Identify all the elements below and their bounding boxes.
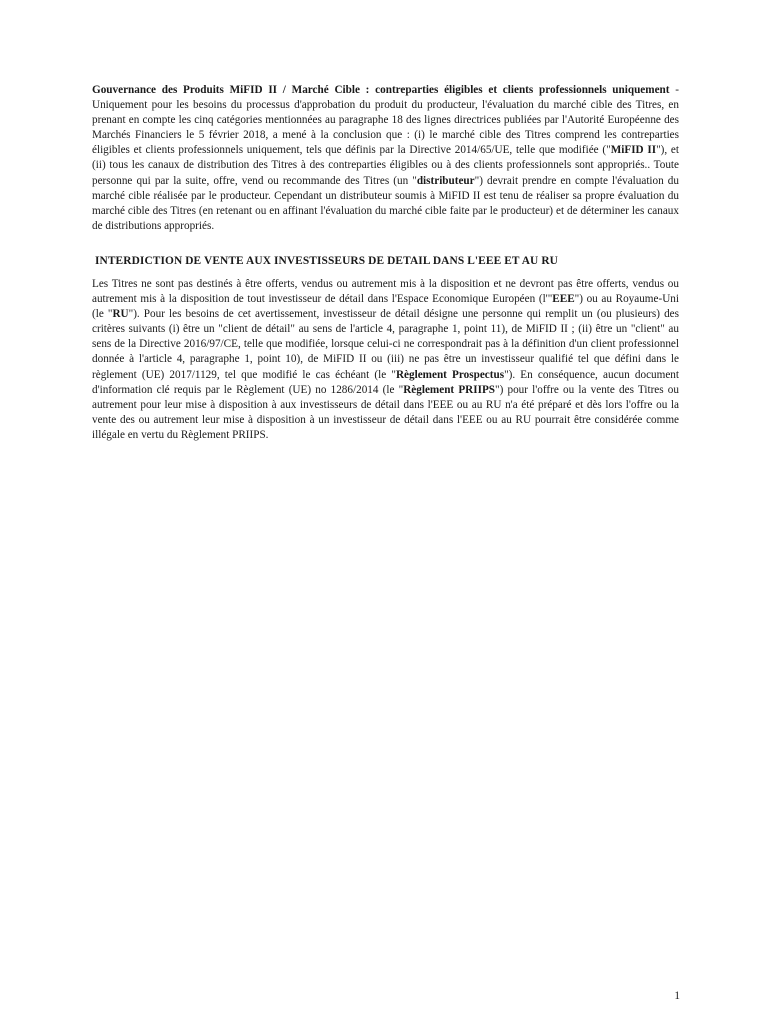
mifid-governance-paragraph bbox=[92, 83, 679, 234]
paragraph-text: - Uniquement pour les besoins du processus d'approbation du produit du producteur, l'évaluation du marché cible des Titres, en prenant en compte les cinq catégories mentionnées au paragraphe 18 des lignes directrices publiées par l'Autorité Européenne des Marchés Financiers le 5 février 2018, a mené à la conclusion que : (i) le marché cible des Titres comprend les contreparties éligibles et clients professionnels uniquement, tels que définis par la Directive 2014/65/UE, telle que modifiée (" bbox=[92, 84, 679, 157]
paragraph-text: Les Titres ne sont pas destinés à être offerts, vendus ou autrement mis à la disposition et ne devront pas être offerts, vendus ou autrement mis à la disposition de tout investisseur de détail dans l'Espace Economique Européen (l'" bbox=[92, 277, 679, 306]
defined-term-prospectus: Règlement Prospectus bbox=[395, 368, 505, 381]
defined-term-distributeur: distributeur bbox=[416, 174, 475, 187]
defined-term-ru: RU bbox=[112, 308, 129, 321]
paragraph-text: ") devrait prendre en compte l'évaluation du marché cible réalisée par le producteur. Cependant un distributeur soumis à MiFID II est tenu de réaliser sa propre évaluation du marché cible des Titres (en retenant ou en affinant l'évaluation du marché cible faite par le producteur) et de déterminer les canaux de distributions appropriés. bbox=[92, 174, 679, 232]
defined-term-eee: EEE bbox=[552, 293, 575, 306]
mifid-governance-title: Gouvernance des Produits MiFID II / Marché Cible : contreparties éligibles et clients professionnels uniquement bbox=[92, 84, 670, 96]
page-number: 1 bbox=[674, 990, 680, 1002]
defined-term-priips: Règlement PRIIPS bbox=[403, 383, 496, 396]
defined-term-mifid: MiFID II bbox=[610, 144, 657, 157]
page-content bbox=[92, 83, 679, 443]
paragraph-text: ") ou au Royaume-Uni (le " bbox=[92, 293, 679, 321]
retail-prohibition-paragraph bbox=[92, 277, 679, 443]
paragraph-text: "). En conséquence, aucun document d'information clé requis par le Règlement (UE) no 1286/2014 (le " bbox=[92, 368, 679, 396]
paragraph-text: "). Pour les besoins de cet avertissement, investisseur de détail désigne une personne qui remplit un (ou plusieurs) des critères suivants (i) être un "client de détail" au sens de l'article 4, paragraphe 1, point 11), de MiFID II ; (ii) être un "client" au sens de la Directive 2016/97/CE, telle que modifiée, lorsque celui-ci ne correspondrait pas à la définition d'un client professionnel donnée à l'article 4, paragraphe 1, point 10), de MiFID II ou (iii) ne pas être un investisseur qualifié tel que défini dans le règlement (UE) 2017/1129, tel que modifié le cas échéant (le " bbox=[92, 308, 679, 381]
paragraph-text: ") pour l'offre ou la vente des Titres ou autrement pour leur mise à disposition à aux investisseurs de détail dans l'EEE ou au RU n'a été préparé et dès lors l'offre ou la vente des ou autrement leur mise à disposition à un investisseur de détail dans l'EEE ou au RU pourrait être considérée comme illégale en vertu du Règlement PRIIPS. bbox=[92, 383, 679, 441]
paragraph-text: "), et (ii) tous les canaux de distribution des Titres à des contreparties éligibles ou à des clients professionnels sont appropriés.. Toute personne qui par la suite, offre, vend ou recommande des Titres (un " bbox=[92, 144, 679, 187]
retail-prohibition-heading: INTERDICTION DE VENTE AUX INVESTISSEURS DE DETAIL DANS L'EEE ET AU RU bbox=[95, 254, 558, 267]
